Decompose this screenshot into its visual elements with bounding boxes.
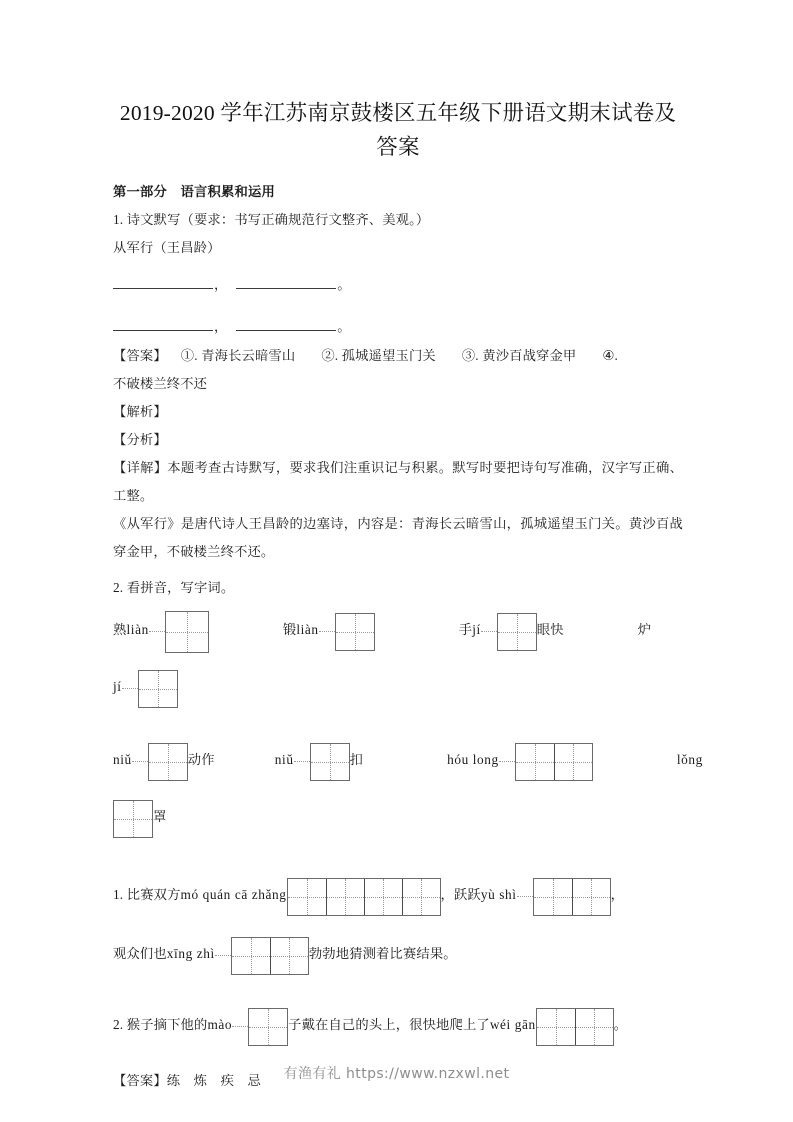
tianzige-box-6[interactable]: [310, 743, 350, 781]
dotted-leader: [319, 631, 335, 632]
tianzige-cell[interactable]: [572, 879, 610, 915]
answer-blank[interactable]: [236, 275, 336, 289]
tianzige-cell[interactable]: [288, 879, 326, 915]
answer-item-1: ①. 青海长云暗雪山: [180, 348, 296, 363]
dotted-leader: [232, 1026, 248, 1027]
question-2-prompt: 2. 看拼音，写字词。: [113, 580, 235, 595]
writing-box-group[interactable]: [122, 660, 178, 716]
blank-comma: ，: [214, 277, 228, 292]
blank-period: 。: [337, 277, 351, 292]
tianzige-cell[interactable]: [336, 614, 374, 650]
tianzige-cell[interactable]: [149, 744, 187, 780]
writing-box-group[interactable]: [294, 733, 350, 789]
pinyin-item-3-suffix: 眼快: [536, 622, 564, 637]
tianzige-cell[interactable]: [166, 612, 208, 652]
writing-box-group[interactable]: [319, 603, 375, 659]
pinyin-row-1: [113, 602, 683, 659]
tianzige-cell[interactable]: [402, 879, 440, 915]
answer-blank[interactable]: [113, 317, 213, 331]
pinyin-item-7-reading: niǔ: [274, 751, 294, 767]
tianzige-cell[interactable]: [139, 671, 177, 707]
pinyin-row-3: [113, 732, 703, 789]
pinyin-row-2: [113, 659, 683, 716]
poem-explanation-text: 《从军行》是唐代诗人王昌龄的边塞诗，内容是：青海长云暗雪山，孤城遥望玉门关。黄沙百战穿金甲，不破楼兰终不还。: [113, 516, 683, 559]
question-1-answer-line: [113, 342, 683, 370]
sentence-2-suffix: 勃勃地猜测着比赛结果。: [308, 945, 457, 961]
writing-box-group[interactable]: [232, 997, 288, 1055]
poem-blank-row-2: [113, 312, 683, 342]
sentence-3-middle: 子戴在自己的头上，很快地爬上了: [288, 1016, 490, 1032]
sentence-3-pinyin-1: mào: [207, 1016, 233, 1032]
dotted-leader: [517, 896, 533, 897]
dotted-leader: [481, 631, 497, 632]
pinyin-item-2-prefix: 锻: [282, 622, 297, 637]
tianzige-box-3[interactable]: [497, 613, 537, 651]
tianzige-cell[interactable]: [232, 938, 270, 974]
pinyin-item-8-reading: hóu long: [447, 751, 499, 767]
tianzige-box-1[interactable]: [165, 611, 209, 653]
pinyin-item-6-reading: niǔ: [113, 751, 132, 767]
writing-box-group[interactable]: [113, 790, 153, 846]
tianzige-cell[interactable]: [270, 938, 308, 974]
blank-period: 。: [337, 319, 351, 334]
answer-blank[interactable]: [113, 275, 213, 289]
page-title: 2019-2020 学年江苏南京鼓楼区五年级下册语文期末试卷及答案: [119, 101, 677, 159]
sentence-2-pinyin: xīng zhì: [166, 945, 215, 961]
writing-box-group[interactable]: [481, 603, 537, 659]
tianzige-cell[interactable]: [537, 1009, 575, 1045]
pinyin-item-10-suffix: 罩: [153, 808, 167, 824]
tianzige-cell[interactable]: [498, 614, 536, 650]
pinyin-item-1-reading: liàn: [126, 622, 149, 637]
writing-box-group[interactable]: [215, 926, 309, 984]
answer-blank[interactable]: [236, 317, 336, 331]
pinyin-item-6-suffix: 动作: [187, 751, 215, 767]
tianzige-cell[interactable]: [311, 744, 349, 780]
sentence-3-pinyin-2: wéi gān: [489, 1016, 536, 1032]
writing-box-group[interactable]: [287, 867, 441, 925]
tianzige-cell[interactable]: [114, 801, 152, 837]
tianzige-cell[interactable]: [516, 744, 554, 780]
pinyin-item-3-reading: jí: [472, 622, 481, 637]
dotted-leader: [499, 761, 515, 762]
writing-box-group[interactable]: [132, 733, 188, 789]
answer-item-3: ③. 黄沙百战穿金甲: [461, 348, 577, 363]
dotted-leader: [149, 631, 165, 632]
footer-watermark: 有渔有礼 https://www.nzxwl.net: [283, 1066, 510, 1082]
question-1-prompt: 1. 诗文默写（要求：书写正确规范行文整齐、美观。）: [113, 212, 430, 227]
question-1-answer-continued: 不破楼兰终不还: [113, 376, 208, 391]
pinyin-item-4-prefix: 炉: [637, 622, 652, 637]
sentence-1-pinyin-2: yù shì: [480, 886, 517, 902]
tianzige-cell[interactable]: [534, 879, 572, 915]
sentence-3-end: 。: [613, 1016, 628, 1032]
dotted-leader: [122, 688, 138, 689]
tianzige-cell[interactable]: [575, 1009, 613, 1045]
tianzige-box-7[interactable]: [515, 743, 593, 781]
pinyin-row-4: [113, 789, 683, 846]
question-1-poem-title: 从军行（王昌龄）: [113, 240, 221, 255]
poem-blank-row-1: [113, 270, 683, 300]
tianzige-cell[interactable]: [554, 744, 592, 780]
sentence-1-line-2: [113, 925, 683, 984]
tianzige-box-2[interactable]: [335, 613, 375, 651]
jiexi-label: 【解析】: [113, 404, 167, 419]
sentence-1-line-1: [113, 866, 683, 925]
tianzige-cell[interactable]: [326, 879, 364, 915]
xiangjie-text: 【详解】本题考查古诗默写，要求我们注重识记与积累。默写时要把诗句写准确，汉字写正确、工整。: [113, 460, 683, 503]
pinyin-item-5-reading: jí: [113, 678, 122, 694]
question-2-answer: 【答案】练 炼 疾 忌: [113, 1072, 261, 1088]
sentence-2-prefix: 观众们也: [113, 945, 167, 961]
tianzige-box-4[interactable]: [138, 670, 178, 708]
dotted-leader: [294, 761, 310, 762]
sentence-1-pinyin-1: mó quán cā zhǎng: [180, 886, 287, 902]
sentence-1-middle: ，跃跃: [440, 886, 481, 902]
dotted-leader: [215, 955, 231, 956]
tianzige-box-13[interactable]: [536, 1008, 614, 1046]
answer-item-2: ②. 孤城遥望玉门关: [321, 348, 436, 363]
tianzige-cell[interactable]: [249, 1009, 287, 1045]
tianzige-box-8[interactable]: [113, 800, 153, 838]
pinyin-item-7-suffix: 扣: [349, 751, 364, 767]
sentence-2-line-1: [113, 996, 683, 1055]
writing-box-group[interactable]: [536, 997, 614, 1055]
tianzige-cell[interactable]: [364, 879, 402, 915]
document-content: [113, 96, 703, 1095]
tianzige-box-11[interactable]: [231, 937, 309, 975]
writing-box-group[interactable]: [499, 733, 593, 789]
sentence-1-end: ，: [610, 886, 625, 902]
writing-box-group[interactable]: [517, 867, 611, 925]
pinyin-item-3-prefix: 手: [458, 622, 473, 637]
section-heading: 第一部分 语言积累和运用: [113, 184, 275, 199]
fenxi-label: 【分析】: [113, 432, 167, 447]
dotted-leader: [132, 761, 148, 762]
answer-label: 【答案】: [113, 348, 167, 363]
pinyin-item-1-prefix: 熟: [113, 622, 127, 637]
tianzige-box-12[interactable]: [248, 1008, 288, 1046]
pinyin-item-2-reading: liàn: [296, 622, 319, 637]
pinyin-item-9-reading: lǒng: [676, 751, 703, 767]
tianzige-box-10[interactable]: [533, 878, 611, 916]
answer-item-4: ④.: [602, 348, 618, 363]
tianzige-box-9[interactable]: [287, 878, 441, 916]
blank-comma: ，: [214, 319, 228, 334]
tianzige-box-5[interactable]: [148, 743, 188, 781]
sentence-1-prefix: 1. 比赛双方: [113, 886, 181, 902]
writing-box-group[interactable]: [149, 603, 209, 659]
sentence-3-prefix: 2. 猴子摘下他的: [113, 1016, 208, 1032]
